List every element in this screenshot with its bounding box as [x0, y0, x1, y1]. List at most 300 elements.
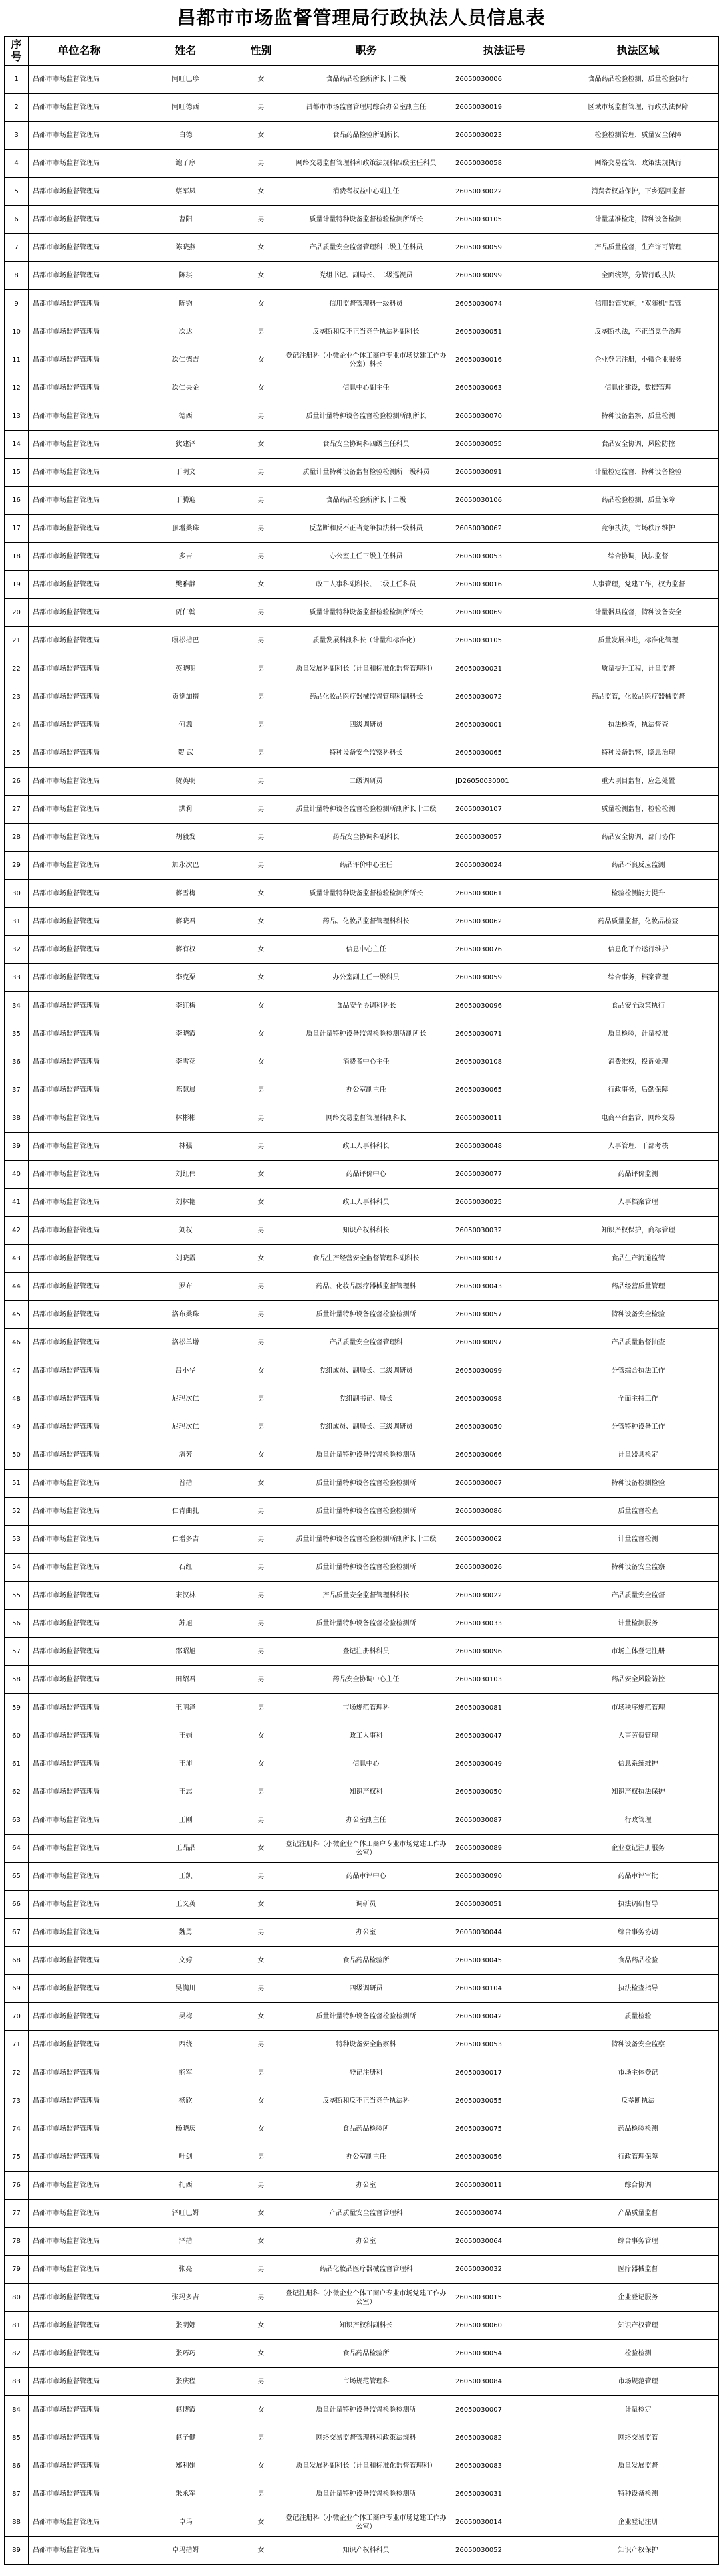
header-gender: 性别 — [241, 37, 281, 66]
cell-duty: 二级调研员 — [281, 768, 451, 796]
cell-unit: 昌都市市场监督管理局 — [29, 515, 130, 543]
cell-duty: 办公室副主任一级科员 — [281, 964, 451, 992]
cell-unit: 昌都市市场监督管理局 — [29, 234, 130, 262]
table-row — [5, 992, 719, 1020]
cell-gender: 男 — [241, 1666, 281, 1694]
cell-gender: 男 — [241, 487, 281, 515]
cell-gender: 男 — [241, 318, 281, 346]
cell-area: 药品不良反应监测 — [558, 852, 719, 880]
cell-duty: 信息中心主任 — [281, 936, 451, 964]
cell-duty: 质量计量特种设备监督检验检测所一级科员 — [281, 459, 451, 487]
cell-cert: 26050030015 — [451, 2284, 558, 2312]
cell-no: 16 — [5, 487, 29, 515]
cell-unit: 昌都市市场监督管理局 — [29, 2115, 130, 2143]
cell-unit: 昌都市市场监督管理局 — [29, 936, 130, 964]
cell-cert: 26050030056 — [451, 2143, 558, 2172]
cell-unit: 昌都市市场监督管理局 — [29, 178, 130, 206]
cell-cert: 26050030052 — [451, 2537, 558, 2565]
cell-duty: 反垄断和反不正当竞争执法科副科长 — [281, 318, 451, 346]
table-row — [5, 206, 719, 234]
cell-no: 79 — [5, 2256, 29, 2284]
cell-unit: 昌都市市场监督管理局 — [29, 2368, 130, 2396]
cell-no: 36 — [5, 1048, 29, 1076]
table-row — [5, 515, 719, 543]
cell-duty: 药品安全协调中心主任 — [281, 1666, 451, 1694]
cell-no: 40 — [5, 1161, 29, 1189]
table-row — [5, 1273, 719, 1301]
cell-no: 59 — [5, 1694, 29, 1722]
cell-no: 53 — [5, 1526, 29, 1554]
cell-duty: 产品质量安全监督管理科二级主任科员 — [281, 234, 451, 262]
cell-gender: 男 — [241, 1273, 281, 1301]
table-row — [5, 346, 719, 374]
cell-unit: 昌都市市场监督管理局 — [29, 1020, 130, 1048]
table-row — [5, 1975, 719, 2003]
cell-name: 次仁央金 — [130, 374, 241, 402]
cell-name: 王志 — [130, 1778, 241, 1806]
cell-cert: 26050030087 — [451, 1806, 558, 1835]
cell-area: 药品安全协调，部门协作 — [558, 824, 719, 852]
cell-no: 32 — [5, 936, 29, 964]
table-row — [5, 2424, 719, 2452]
cell-name: 英晓明 — [130, 655, 241, 683]
cell-duty: 食品药品检验所 — [281, 2340, 451, 2368]
cell-area: 知识产权保护 — [558, 2537, 719, 2565]
table-row — [5, 1076, 719, 1104]
cell-area: 医疗器械监督 — [558, 2256, 719, 2284]
cell-area: 企业登记服务 — [558, 2284, 719, 2312]
cell-name: 熊军 — [130, 2059, 241, 2087]
table-row — [5, 2537, 719, 2565]
cell-duty: 信用监督管理科一级科员 — [281, 290, 451, 318]
cell-unit: 昌都市市场监督管理局 — [29, 627, 130, 655]
cell-duty: 网络交易监督管理科副科长 — [281, 1104, 451, 1133]
cell-name: 王凯 — [130, 1863, 241, 1891]
cell-cert: 26050030053 — [451, 543, 558, 571]
cell-gender: 男 — [241, 739, 281, 768]
table-row — [5, 1863, 719, 1891]
cell-unit: 昌都市市场监督管理局 — [29, 1385, 130, 1413]
cell-cert: 26050030032 — [451, 1217, 558, 1245]
cell-unit: 昌都市市场监督管理局 — [29, 1076, 130, 1104]
cell-cert: 26050030062 — [451, 515, 558, 543]
cell-name: 朱永军 — [130, 2480, 241, 2508]
cell-name: 鲍子序 — [130, 150, 241, 178]
table-row — [5, 487, 719, 515]
cell-area: 反垄断执法 — [558, 2087, 719, 2115]
cell-duty: 登记注册科（小微企业个体工商户专业市场党建工作办公室） — [281, 1835, 451, 1863]
cell-duty: 质量发展科副科长（计量和标准化） — [281, 627, 451, 655]
cell-cert: 26050030033 — [451, 1610, 558, 1638]
cell-gender: 男 — [241, 599, 281, 627]
cell-unit: 昌都市市场监督管理局 — [29, 2284, 130, 2312]
cell-unit: 昌都市市场监督管理局 — [29, 1133, 130, 1161]
cell-duty: 党组成员、副局长、二级调研员 — [281, 1357, 451, 1385]
cell-unit: 昌都市市场监督管理局 — [29, 1217, 130, 1245]
cell-area: 产品质量监督抽查 — [558, 1329, 719, 1357]
cell-gender: 女 — [241, 936, 281, 964]
cell-duty: 登记注册科（小微企业个体工商户专业市场党建工作办公室） — [281, 2284, 451, 2312]
cell-name: 曹阳 — [130, 206, 241, 234]
cell-area: 执法调研督导 — [558, 1891, 719, 1919]
cell-duty: 办公室 — [281, 2172, 451, 2200]
table-row — [5, 1301, 719, 1329]
cell-gender: 男 — [241, 1301, 281, 1329]
cell-no: 67 — [5, 1919, 29, 1947]
cell-unit: 昌都市市场监督管理局 — [29, 2340, 130, 2368]
cell-duty: 食品药品检验所所长十二级 — [281, 487, 451, 515]
cell-cert: 26050030045 — [451, 1947, 558, 1975]
cell-name: 王晶晶 — [130, 1835, 241, 1863]
cell-unit: 昌都市市场监督管理局 — [29, 852, 130, 880]
cell-duty: 药品审评中心 — [281, 1863, 451, 1891]
cell-name: 文婷 — [130, 1947, 241, 1975]
cell-unit: 昌都市市场监督管理局 — [29, 2312, 130, 2340]
header-duty: 职务 — [281, 37, 451, 66]
table-row — [5, 374, 719, 402]
table-row — [5, 1947, 719, 1975]
cell-name: 尼玛次仁 — [130, 1385, 241, 1413]
cell-cert: 26050030096 — [451, 992, 558, 1020]
cell-duty: 质量发展科副科长（计量和标准化监督管理科） — [281, 2452, 451, 2480]
cell-unit: 昌都市市场监督管理局 — [29, 880, 130, 908]
cell-no: 11 — [5, 346, 29, 374]
table-row — [5, 1189, 719, 1217]
cell-name: 仁增多吉 — [130, 1526, 241, 1554]
cell-area: 行政管理 — [558, 1806, 719, 1835]
cell-cert: 26050030074 — [451, 2200, 558, 2228]
cell-area: 特种设备检测检验 — [558, 1470, 719, 1498]
cell-unit: 昌都市市场监督管理局 — [29, 1610, 130, 1638]
cell-cert: 26050030082 — [451, 2424, 558, 2452]
cell-gender: 男 — [241, 459, 281, 487]
cell-name: 潘芳 — [130, 1441, 241, 1470]
cell-gender: 男 — [241, 1385, 281, 1413]
cell-gender: 男 — [241, 2368, 281, 2396]
cell-cert: 26050030098 — [451, 1385, 558, 1413]
cell-gender: 女 — [241, 571, 281, 599]
cell-gender: 男 — [241, 824, 281, 852]
cell-duty: 质量计量特种设备监督检验检测所 — [281, 2003, 451, 2031]
table-row — [5, 1891, 719, 1919]
cell-area: 质量提升工程，计量监督 — [558, 655, 719, 683]
cell-no: 58 — [5, 1666, 29, 1694]
cell-unit: 昌都市市场监督管理局 — [29, 2172, 130, 2200]
cell-area: 药品监管，化妆品医疗器械监督 — [558, 683, 719, 711]
cell-gender: 男 — [241, 1638, 281, 1666]
cell-area: 综合事务，档案管理 — [558, 964, 719, 992]
cell-area: 分管特种设备工作 — [558, 1413, 719, 1441]
cell-duty: 药品、化妆品监督管理科科长 — [281, 908, 451, 936]
cell-name: 李雪花 — [130, 1048, 241, 1076]
cell-no: 22 — [5, 655, 29, 683]
cell-area: 计量检定监督，特种设备检验 — [558, 459, 719, 487]
cell-cert: 26050030057 — [451, 1301, 558, 1329]
table-row — [5, 234, 719, 262]
cell-cert: 26050030108 — [451, 1048, 558, 1076]
cell-area: 质量检验，计量校准 — [558, 1020, 719, 1048]
cell-no: 23 — [5, 683, 29, 711]
cell-name: 赵子健 — [130, 2424, 241, 2452]
cell-cert: 26050030105 — [451, 206, 558, 234]
cell-duty: 办公室副主任 — [281, 1076, 451, 1104]
table-row — [5, 2059, 719, 2087]
cell-area: 食品安全协调，风险防控 — [558, 431, 719, 459]
cell-name: 德西 — [130, 402, 241, 431]
cell-unit: 昌都市市场监督管理局 — [29, 1835, 130, 1863]
cell-unit: 昌都市市场监督管理局 — [29, 1161, 130, 1189]
cell-name: 扎西 — [130, 2172, 241, 2200]
cell-area: 人事档案管理 — [558, 1189, 719, 1217]
cell-cert: 26050030096 — [451, 1638, 558, 1666]
cell-unit: 昌都市市场监督管理局 — [29, 487, 130, 515]
cell-cert: 26050030077 — [451, 1161, 558, 1189]
cell-gender: 女 — [241, 234, 281, 262]
cell-area: 计量器具检定 — [558, 1441, 719, 1470]
cell-duty: 食品安全协调科科长 — [281, 992, 451, 1020]
cell-cert: 26050030050 — [451, 1778, 558, 1806]
table-row — [5, 599, 719, 627]
cell-cert: 26050030065 — [451, 1076, 558, 1104]
cell-unit: 昌都市市场监督管理局 — [29, 1694, 130, 1722]
cell-cert: JD26050030001 — [451, 768, 558, 796]
table-row — [5, 1161, 719, 1189]
cell-unit: 昌都市市场监督管理局 — [29, 599, 130, 627]
cell-unit: 昌都市市场监督管理局 — [29, 1301, 130, 1329]
cell-cert: 26050030055 — [451, 431, 558, 459]
cell-no: 9 — [5, 290, 29, 318]
table-row — [5, 122, 719, 150]
cell-name: 泽旺巴姆 — [130, 2200, 241, 2228]
cell-name: 樊雅静 — [130, 571, 241, 599]
cell-name: 王明泽 — [130, 1694, 241, 1722]
cell-name: 杨晓庆 — [130, 2115, 241, 2143]
cell-gender: 男 — [241, 2284, 281, 2312]
cell-gender: 男 — [241, 1554, 281, 1582]
cell-cert: 26050030022 — [451, 1582, 558, 1610]
cell-no: 5 — [5, 178, 29, 206]
cell-gender: 女 — [241, 1048, 281, 1076]
cell-duty: 产品质量安全监督管理科科长 — [281, 1582, 451, 1610]
cell-cert: 26050030081 — [451, 1694, 558, 1722]
cell-area: 市场主体登记 — [558, 2059, 719, 2087]
cell-no: 29 — [5, 852, 29, 880]
cell-gender: 女 — [241, 1020, 281, 1048]
cell-no: 72 — [5, 2059, 29, 2087]
cell-unit: 昌都市市场监督管理局 — [29, 1526, 130, 1554]
cell-gender: 男 — [241, 683, 281, 711]
cell-duty: 质量计量特种设备监督检验检测所所长 — [281, 599, 451, 627]
header-no: 序号 — [5, 37, 29, 66]
cell-unit: 昌都市市场监督管理局 — [29, 1048, 130, 1076]
cell-unit: 昌都市市场监督管理局 — [29, 1919, 130, 1947]
cell-area: 市场秩序规范管理 — [558, 1694, 719, 1722]
table-row — [5, 796, 719, 824]
cell-area: 质量发展推进，标准化管理 — [558, 627, 719, 655]
cell-area: 知识产权执法保护 — [558, 1778, 719, 1806]
cell-no: 6 — [5, 206, 29, 234]
cell-unit: 昌都市市场监督管理局 — [29, 992, 130, 1020]
cell-area: 企业登记注册 — [558, 2508, 719, 2537]
cell-area: 信息化建设，数据管理 — [558, 374, 719, 402]
cell-area: 特种设备检测 — [558, 2480, 719, 2508]
cell-name: 石红 — [130, 1554, 241, 1582]
cell-name: 蒋雪梅 — [130, 880, 241, 908]
cell-gender: 男 — [241, 1582, 281, 1610]
cell-duty: 消费者中心主任 — [281, 1048, 451, 1076]
cell-unit: 昌都市市场监督管理局 — [29, 1189, 130, 1217]
cell-duty: 登记注册科科员 — [281, 1638, 451, 1666]
cell-no: 75 — [5, 2143, 29, 2172]
cell-name: 普措 — [130, 1470, 241, 1498]
cell-gender: 女 — [241, 2396, 281, 2424]
cell-duty: 消费者权益中心副主任 — [281, 178, 451, 206]
cell-area: 竞争执法，市场秩序维护 — [558, 515, 719, 543]
cell-duty: 药品化妆品医疗器械监督管理科 — [281, 2256, 451, 2284]
cell-gender: 男 — [241, 2059, 281, 2087]
cell-area: 全面主持工作 — [558, 1385, 719, 1413]
table-row — [5, 1245, 719, 1273]
cell-gender: 男 — [241, 1104, 281, 1133]
cell-duty: 特种设备安全监察科 — [281, 2031, 451, 2059]
cell-name: 李克粟 — [130, 964, 241, 992]
cell-cert: 26050030089 — [451, 1835, 558, 1863]
cell-gender: 女 — [241, 992, 281, 1020]
cell-no: 13 — [5, 402, 29, 431]
table-row — [5, 1498, 719, 1526]
cell-name: 刘晓霞 — [130, 1245, 241, 1273]
cell-unit: 昌都市市场监督管理局 — [29, 1722, 130, 1750]
cell-cert: 26050030104 — [451, 1975, 558, 2003]
cell-name: 胡毅发 — [130, 824, 241, 852]
cell-cert: 26050030071 — [451, 1020, 558, 1048]
cell-area: 知识产权管理 — [558, 2312, 719, 2340]
cell-cert: 26050030099 — [451, 262, 558, 290]
cell-gender: 女 — [241, 290, 281, 318]
enforcement-staff-table — [4, 36, 719, 2565]
cell-unit: 昌都市市场监督管理局 — [29, 768, 130, 796]
cell-no: 56 — [5, 1610, 29, 1638]
cell-unit: 昌都市市场监督管理局 — [29, 655, 130, 683]
cell-name: 加永次巴 — [130, 852, 241, 880]
cell-cert: 26050030063 — [451, 374, 558, 402]
cell-duty: 网络交易监督管理科和政策法规科 — [281, 2424, 451, 2452]
table-row — [5, 2256, 719, 2284]
cell-no: 60 — [5, 1722, 29, 1750]
cell-cert: 26050030017 — [451, 2059, 558, 2087]
cell-unit: 昌都市市场监督管理局 — [29, 2256, 130, 2284]
cell-gender: 女 — [241, 1891, 281, 1919]
cell-area: 电商平台监管，网络交易 — [558, 1104, 719, 1133]
cell-area: 企业登记注册，小微企业服务 — [558, 346, 719, 374]
cell-area: 药品经营质量管理 — [558, 1273, 719, 1301]
cell-duty: 信息中心副主任 — [281, 374, 451, 402]
cell-duty: 质量计量特种设备监督检验检测所副所长十二级 — [281, 796, 451, 824]
cell-gender: 男 — [241, 2172, 281, 2200]
cell-duty: 质量计量特种设备监督检验检测所所长 — [281, 880, 451, 908]
cell-cert: 26050030051 — [451, 1891, 558, 1919]
cell-cert: 26050030059 — [451, 234, 558, 262]
cell-name: 多吉 — [130, 543, 241, 571]
table-row — [5, 880, 719, 908]
cell-unit: 昌都市市场监督管理局 — [29, 908, 130, 936]
cell-unit: 昌都市市场监督管理局 — [29, 1582, 130, 1610]
cell-name: 狄建泽 — [130, 431, 241, 459]
cell-no: 88 — [5, 2508, 29, 2537]
cell-name: 洪莉 — [130, 796, 241, 824]
cell-cert: 26050030070 — [451, 402, 558, 431]
cell-gender: 男 — [241, 1778, 281, 1806]
cell-no: 73 — [5, 2087, 29, 2115]
cell-no: 51 — [5, 1470, 29, 1498]
cell-unit: 昌都市市场监督管理局 — [29, 683, 130, 711]
cell-name: 蒋有权 — [130, 936, 241, 964]
cell-name: 邵昭旭 — [130, 1638, 241, 1666]
cell-duty: 政工人事科 — [281, 1722, 451, 1750]
table-row — [5, 2312, 719, 2340]
table-row — [5, 2031, 719, 2059]
cell-name: 贺 武 — [130, 739, 241, 768]
cell-no: 43 — [5, 1245, 29, 1273]
table-row — [5, 683, 719, 711]
cell-no: 80 — [5, 2284, 29, 2312]
table-row — [5, 2340, 719, 2368]
cell-area: 计量基准检定，特种设备检测 — [558, 206, 719, 234]
cell-area: 消费维权，投诉处理 — [558, 1048, 719, 1076]
cell-name: 李晓霞 — [130, 1020, 241, 1048]
cell-no: 17 — [5, 515, 29, 543]
cell-unit: 昌都市市场监督管理局 — [29, 66, 130, 94]
cell-name: 西绕 — [130, 2031, 241, 2059]
cell-cert: 26050030026 — [451, 1554, 558, 1582]
cell-duty: 质量计量特种设备监督检验检测所 — [281, 1301, 451, 1329]
cell-unit: 昌都市市场监督管理局 — [29, 262, 130, 290]
cell-area: 计量器具监督，特种设备安全 — [558, 599, 719, 627]
cell-no: 30 — [5, 880, 29, 908]
cell-gender: 男 — [241, 1133, 281, 1161]
cell-no: 26 — [5, 768, 29, 796]
cell-name: 泽措 — [130, 2228, 241, 2256]
cell-gender: 女 — [241, 1441, 281, 1470]
cell-cert: 26050030048 — [451, 1133, 558, 1161]
table-row — [5, 1048, 719, 1076]
cell-cert: 26050030062 — [451, 908, 558, 936]
cell-unit: 昌都市市场监督管理局 — [29, 2143, 130, 2172]
cell-no: 21 — [5, 627, 29, 655]
table-row — [5, 1217, 719, 1245]
table-row — [5, 2480, 719, 2508]
cell-no: 70 — [5, 2003, 29, 2031]
table-row — [5, 1329, 719, 1357]
cell-cert: 26050030090 — [451, 1863, 558, 1891]
cell-no: 3 — [5, 122, 29, 150]
cell-duty: 反垄断和反不正当竞争执法科 — [281, 2087, 451, 2115]
cell-cert: 26050030011 — [451, 1104, 558, 1133]
cell-no: 71 — [5, 2031, 29, 2059]
table-row — [5, 178, 719, 206]
cell-name: 苏旭 — [130, 1610, 241, 1638]
cell-name: 杨欣 — [130, 2087, 241, 2115]
cell-duty: 登记注册科（小微企业个体工商户专业市场党建工作办公室） — [281, 2508, 451, 2537]
cell-area: 食品安全政策执行 — [558, 992, 719, 1020]
cell-no: 87 — [5, 2480, 29, 2508]
cell-duty: 网络交易监督管理科和政策法规科四级主任科员 — [281, 150, 451, 178]
cell-duty: 办公室副主任 — [281, 2143, 451, 2172]
cell-no: 38 — [5, 1104, 29, 1133]
cell-gender: 男 — [241, 1217, 281, 1245]
cell-area: 信用监管实施，"双随机"监管 — [558, 290, 719, 318]
cell-cert: 26050030075 — [451, 2115, 558, 2143]
